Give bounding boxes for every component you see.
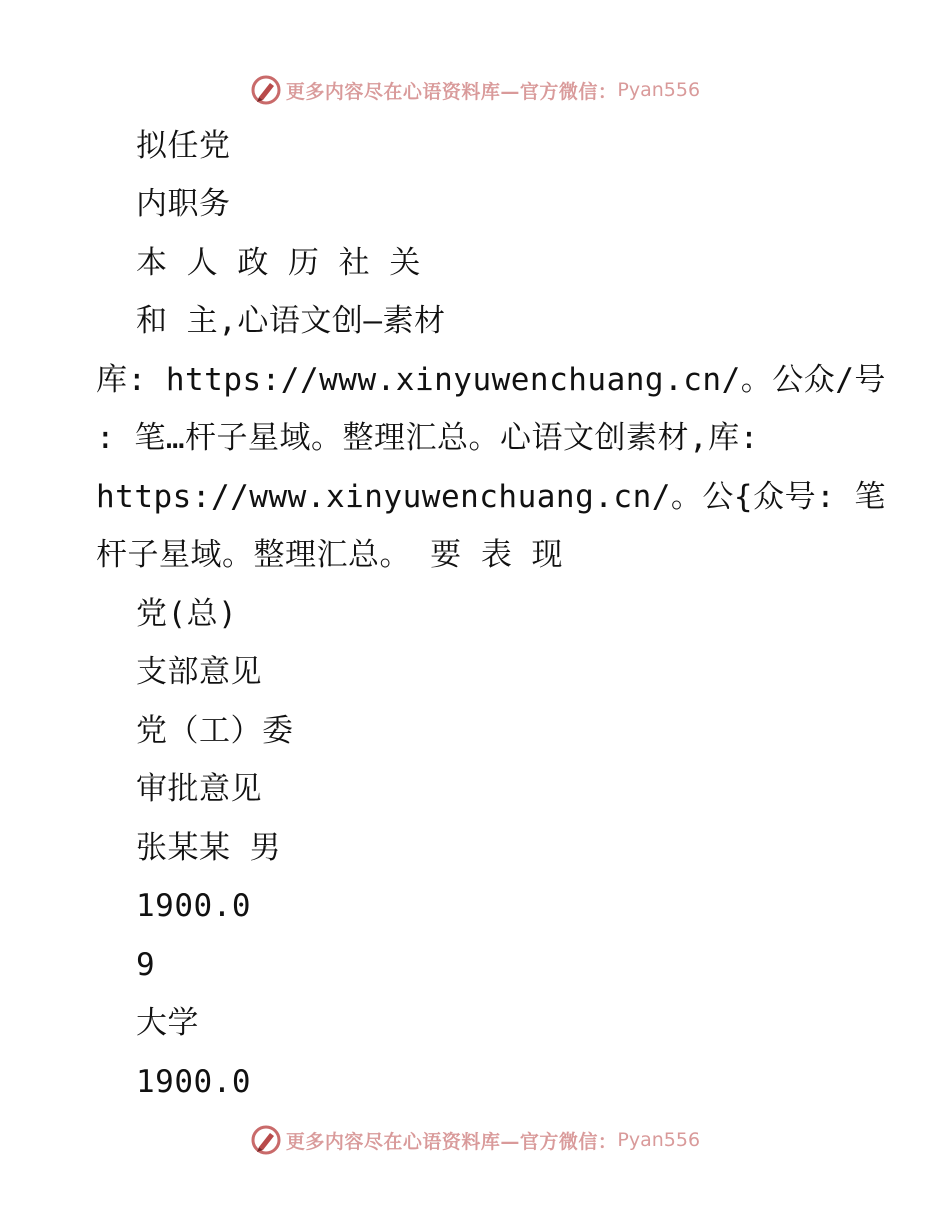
header-banner (0, 70, 950, 110)
pen-circle-logo-icon (250, 1124, 282, 1156)
text-line: 杆子星域。整理汇总。 要 表 现 (96, 537, 563, 573)
text-line: https://www.xinyuwenchuang.cn/。公{众号: 笔 (96, 479, 886, 515)
text-line: 审批意见 (136, 771, 262, 807)
text-line: 和 主,心语文创—素材 (136, 303, 446, 339)
text-line: 库: https://www.xinyuwenchuang.cn/。公众/号 (96, 362, 886, 398)
text-line: 拟任党 (136, 128, 231, 164)
text-line: : 笔…杆子星域。整理汇总。心语文创素材,库: (96, 420, 759, 456)
text-line: 内职务 (136, 186, 231, 222)
text-line: 本 人 政 历 社 关 (136, 245, 421, 281)
text-line: 张某某 男 (136, 830, 282, 866)
text-line: 支部意见 (136, 654, 262, 690)
header-brand-text: 更多内容尽在心语资料库—官方微信： (285, 80, 618, 103)
text-line: 党（工）委 (136, 713, 294, 749)
text-line: 9 (136, 947, 156, 983)
footer-wechat-handle: Pyan556 (617, 1129, 701, 1151)
text-line: 党(总) (136, 596, 238, 632)
text-line: 1900.0 (136, 888, 251, 924)
text-line: 大学 (136, 1005, 199, 1041)
pen-circle-logo-icon (250, 74, 282, 106)
footer-banner (0, 1120, 950, 1160)
header-wechat-handle: Pyan556 (617, 79, 701, 101)
text-line: 1900.0 (136, 1064, 251, 1100)
footer-brand-text: 更多内容尽在心语资料库—官方微信： (285, 1130, 618, 1153)
